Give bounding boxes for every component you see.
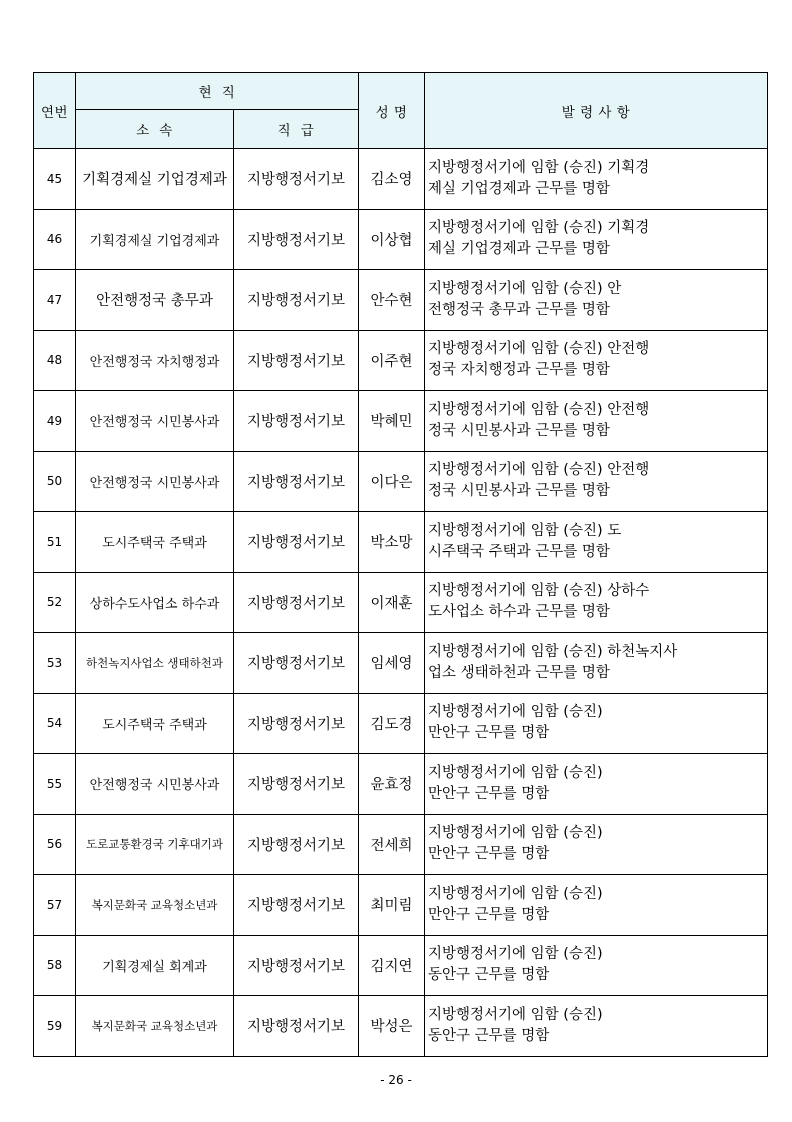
appointment-details: [425, 270, 768, 331]
table-row: [34, 633, 768, 694]
person-name: 이상협: [359, 209, 425, 270]
department: 기획경제실 회계과: [76, 935, 234, 996]
serial-number: 54: [34, 693, 76, 754]
rank: 지방행정서기보: [234, 512, 359, 573]
appointment-line-2: 도사업소 하수과 근무를 명함: [428, 604, 610, 621]
appointment-details: [425, 330, 768, 391]
appointment-details: [425, 572, 768, 633]
appointment-line-2: 동안구 근무를 명함: [428, 1027, 550, 1044]
person-name: 윤효정: [359, 754, 425, 815]
person-name: 박혜민: [359, 391, 425, 452]
appointment-details: [425, 754, 768, 815]
table-row: [34, 330, 768, 391]
appointment-line-2: 정국 시민봉사과 근무를 명함: [428, 422, 610, 439]
serial-number: 48: [34, 330, 76, 391]
rank: 지방행정서기보: [234, 391, 359, 452]
personnel-order-table: [33, 72, 768, 1057]
header-name: 성 명: [359, 73, 425, 149]
department: 기획경제실 기업경제과: [76, 209, 234, 270]
person-name: 박성은: [359, 996, 425, 1057]
appointment-line-1: 지방행정서기에 임함 (승진): [428, 825, 603, 842]
appointment-line-2: 업소 생태하천과 근무를 명함: [428, 664, 610, 681]
appointment-details: [425, 391, 768, 452]
serial-number: 52: [34, 572, 76, 633]
appointment-details: [425, 693, 768, 754]
department: 도로교통환경국 기후대기과: [76, 814, 234, 875]
appointment-line-1: 지방행정서기에 임함 (승진): [428, 1006, 603, 1023]
appointment-details: [425, 512, 768, 573]
appointment-line-2: 만안구 근무를 명함: [428, 785, 550, 802]
page-number: - 26 -: [380, 1073, 412, 1087]
department: 안전행정국 자치행정과: [76, 330, 234, 391]
rank: 지방행정서기보: [234, 633, 359, 694]
header-appointment-details: 발 령 사 항: [425, 73, 768, 149]
appointment-line-2: 제실 기업경제과 근무를 명함: [428, 180, 610, 197]
header-rank: 직 급: [234, 110, 359, 149]
appointment-line-2: 시주택국 주택과 근무를 명함: [428, 543, 610, 560]
header-current-position: 현 직: [76, 73, 359, 110]
rank: 지방행정서기보: [234, 149, 359, 210]
rank: 지방행정서기보: [234, 572, 359, 633]
rank: 지방행정서기보: [234, 754, 359, 815]
appointment-line-1: 지방행정서기에 임함 (승진) 안: [428, 280, 622, 297]
serial-number: 49: [34, 391, 76, 452]
person-name: 김지연: [359, 935, 425, 996]
table-row: [34, 149, 768, 210]
serial-number: 46: [34, 209, 76, 270]
table-row: [34, 754, 768, 815]
serial-number: 56: [34, 814, 76, 875]
appointment-details: [425, 875, 768, 936]
rank: 지방행정서기보: [234, 935, 359, 996]
department: 안전행정국 시민봉사과: [76, 451, 234, 512]
table-row: [34, 935, 768, 996]
department: 상하수도사업소 하수과: [76, 572, 234, 633]
appointment-line-1: 지방행정서기에 임함 (승진) 안전행: [428, 462, 650, 479]
appointment-line-1: 지방행정서기에 임함 (승진) 안전행: [428, 401, 650, 418]
appointment-details: [425, 209, 768, 270]
appointment-details: [425, 814, 768, 875]
appointment-line-2: 만안구 근무를 명함: [428, 846, 550, 863]
person-name: 김소영: [359, 149, 425, 210]
appointment-line-1: 지방행정서기에 임함 (승진): [428, 885, 603, 902]
person-name: 안수현: [359, 270, 425, 331]
rank: 지방행정서기보: [234, 875, 359, 936]
person-name: 이재훈: [359, 572, 425, 633]
serial-number: 47: [34, 270, 76, 331]
person-name: 전세희: [359, 814, 425, 875]
table-row: [34, 391, 768, 452]
department: 안전행정국 총무과: [76, 270, 234, 331]
department: 도시주택국 주택과: [76, 512, 234, 573]
appointment-line-1: 지방행정서기에 임함 (승진) 상하수: [428, 583, 650, 600]
table-row: [34, 693, 768, 754]
serial-number: 50: [34, 451, 76, 512]
appointment-details: [425, 451, 768, 512]
serial-number: 59: [34, 996, 76, 1057]
rank: 지방행정서기보: [234, 814, 359, 875]
rank: 지방행정서기보: [234, 996, 359, 1057]
serial-number: 45: [34, 149, 76, 210]
appointment-line-1: 지방행정서기에 임함 (승진): [428, 704, 603, 721]
department: 복지문화국 교육청소년과: [76, 996, 234, 1057]
serial-number: 55: [34, 754, 76, 815]
appointment-line-1: 지방행정서기에 임함 (승진) 기획경: [428, 159, 650, 176]
serial-number: 58: [34, 935, 76, 996]
appointment-line-2: 전행정국 총무과 근무를 명함: [428, 301, 610, 318]
table-row: [34, 209, 768, 270]
table-row: [34, 875, 768, 936]
appointment-line-2: 제실 기업경제과 근무를 명함: [428, 241, 610, 258]
rank: 지방행정서기보: [234, 451, 359, 512]
serial-number: 53: [34, 633, 76, 694]
table-row: [34, 270, 768, 331]
table-row: [34, 572, 768, 633]
person-name: 최미림: [359, 875, 425, 936]
person-name: 김도경: [359, 693, 425, 754]
department: 안전행정국 시민봉사과: [76, 391, 234, 452]
appointment-line-2: 정국 시민봉사과 근무를 명함: [428, 483, 610, 500]
header-department: 소 속: [76, 110, 234, 149]
serial-number: 57: [34, 875, 76, 936]
rank: 지방행정서기보: [234, 270, 359, 331]
appointment-details: [425, 149, 768, 210]
appointment-line-1: 지방행정서기에 임함 (승진) 도: [428, 522, 622, 539]
appointment-details: [425, 633, 768, 694]
department: 복지문화국 교육청소년과: [76, 875, 234, 936]
department: 기획경제실 기업경제과: [76, 149, 234, 210]
rank: 지방행정서기보: [234, 330, 359, 391]
appointment-line-2: 정국 자치행정과 근무를 명함: [428, 362, 610, 379]
appointment-line-1: 지방행정서기에 임함 (승진) 하천녹지사: [428, 643, 678, 660]
person-name: 박소망: [359, 512, 425, 573]
table-row: [34, 996, 768, 1057]
appointment-line-1: 지방행정서기에 임함 (승진): [428, 764, 603, 781]
table-row: [34, 814, 768, 875]
appointment-line-1: 지방행정서기에 임함 (승진): [428, 946, 603, 963]
department: 안전행정국 시민봉사과: [76, 754, 234, 815]
person-name: 이주현: [359, 330, 425, 391]
rank: 지방행정서기보: [234, 209, 359, 270]
table-row: [34, 451, 768, 512]
appointment-line-2: 만안구 근무를 명함: [428, 725, 550, 742]
person-name: 이다은: [359, 451, 425, 512]
appointment-details: [425, 935, 768, 996]
appointment-line-2: 만안구 근무를 명함: [428, 906, 550, 923]
appointment-line-1: 지방행정서기에 임함 (승진) 기획경: [428, 220, 650, 237]
department: 하천녹지사업소 생태하천과: [76, 633, 234, 694]
appointment-line-2: 동안구 근무를 명함: [428, 967, 550, 984]
appointment-details: [425, 996, 768, 1057]
rank: 지방행정서기보: [234, 693, 359, 754]
header-serial-number: 연번: [34, 73, 76, 149]
table-row: [34, 512, 768, 573]
department: 도시주택국 주택과: [76, 693, 234, 754]
serial-number: 51: [34, 512, 76, 573]
person-name: 임세영: [359, 633, 425, 694]
appointment-line-1: 지방행정서기에 임함 (승진) 안전행: [428, 341, 650, 358]
